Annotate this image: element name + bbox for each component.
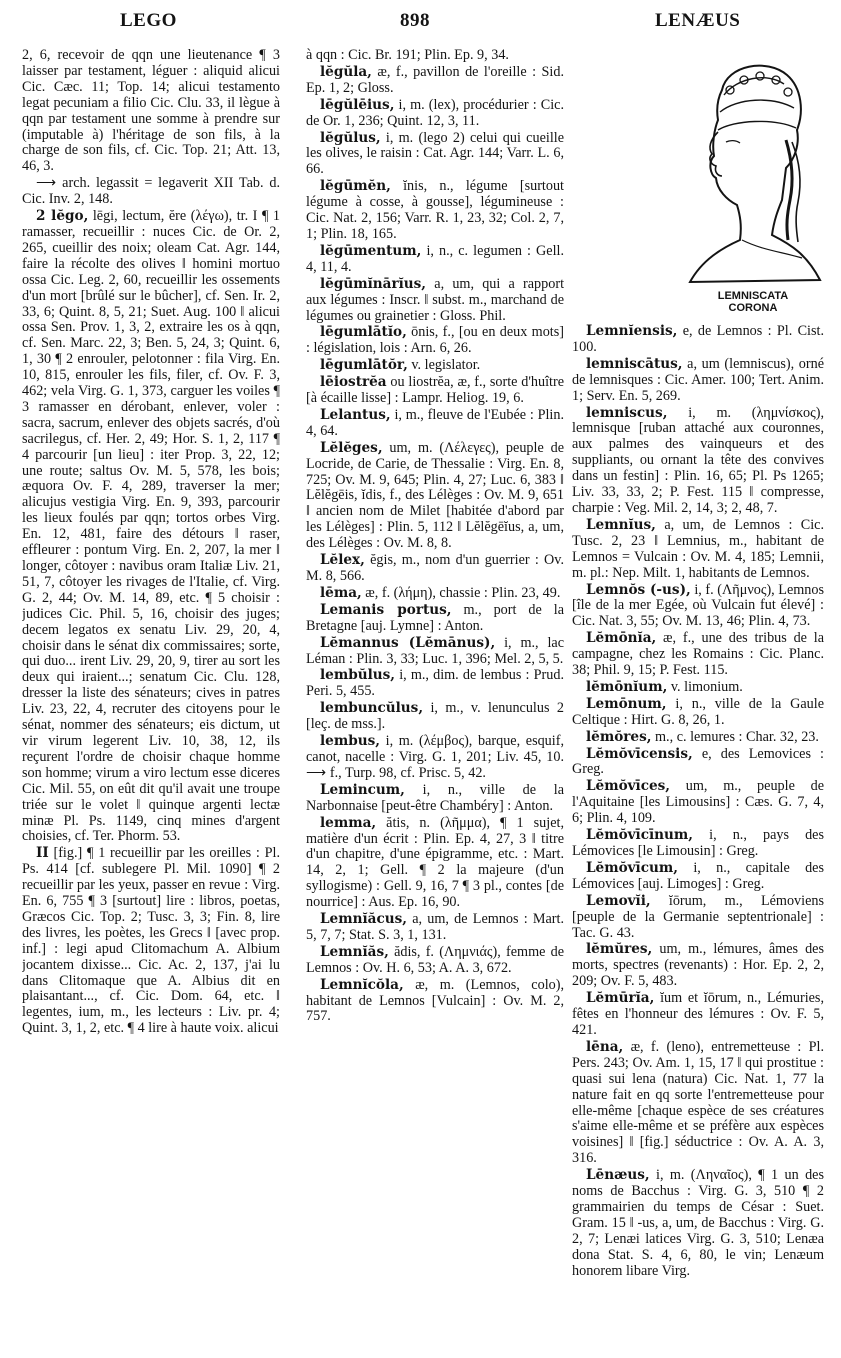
entry-body: ⟶ arch. legassit = legaverit XII Tab. d. Cic. Inv. 2, 148. [22,175,280,208]
entry-headword: lēna, [586,1038,624,1055]
entry-headword: Lĕmūrĭa, [586,990,655,1007]
entry-headword: Lemnĭăs, [320,943,389,960]
entry-headword: Lĕmŏvīcīnum, [586,827,694,844]
dictionary-entry [22,846,280,1037]
illustration-caption-line-2: CORONA [728,302,778,314]
entry-body: ădis, f. (Λημνιάς), femme de Lemnos : Ov. H. 6, 53; A. A. 3, 672. [306,943,564,976]
entry-body: a, um, de Lemnos : Cic. Tusc. 2, 23 ‖ Lemnius, m., habitant de Lemnos = Vulcain : Ov. M. 4, 185; Lemnii, m. pl.: Nep. Milt. 1, habitants de Lemnos. [572,516,824,581]
dictionary-entry [572,942,824,990]
entry-body: ĭōrum, m., Lémoviens [peuple de la Germanie septentrionale] : Tac. G. 43. [572,892,824,941]
entry-headword: lembŭlus, [320,667,396,684]
entry-headword: Lĕlex, [320,552,365,569]
dictionary-entry [306,375,564,407]
entry-headword: Lemnŏs (-us), [586,581,691,598]
entry-body: i, f. (Λῆμνος), Lemnos [île de la mer Egée, où Vulcain fut élevé] : Cic. Nat. 3, 55; Ov. M. 13, 46; Plin. 4, 73. [572,581,824,630]
dictionary-entry [306,48,564,64]
running-head-left: LEGO [120,10,177,31]
dictionary-entry [306,441,564,552]
running-head-right: LENÆUS [655,10,741,31]
illustration-caption-line-1: LEMNISCATA [717,290,789,302]
entry-body: e, de Lemnos : Pl. Cist. 100. [572,323,824,355]
dictionary-entry [306,978,564,1026]
entry-headword: Lĕmŏvīces, [586,778,671,795]
column-2 [306,48,564,1348]
dictionary-entry [306,65,564,97]
entry-headword: lēgumlātĭo, [320,324,407,341]
entry-headword: Lemincum, [320,781,405,798]
page-number: 898 [400,10,430,31]
entry-headword: lembuncŭlus, [320,700,424,717]
entry-body: m., c. lemures : Char. 32, 23. [655,728,819,745]
dictionary-entry [306,131,564,179]
dictionary-entry [306,244,564,276]
entry-body: ou liostrĕa, æ, f., sorte d'huître [à écaille lisse] : Lampr. Heliog. 19, 6. [306,374,564,407]
dictionary-entry [22,209,280,845]
entry-headword: lēma, [320,584,362,601]
dictionary-entry [572,991,824,1039]
entry-headword: lĕgūmĭnārĭus, [320,275,427,292]
entry-headword: 2 lĕgo, [36,208,89,225]
entry-body: i, m., dim. de lembus : Prud. Peri. 5, 455. [306,667,564,700]
dictionary-entry [306,408,564,440]
entry-body: um, m., peuple de l'Aquitaine [les Limousins] : Cæs. G. 7, 4, 6; Plin. 4, 109. [572,778,824,827]
entry-headword: Lemanis portus, [320,601,452,618]
dictionary-entry [22,48,280,175]
entry-body: i, m., lac Léman : Plin. 3, 33; Luc. 1, 396; Mel. 2, 5, 5. [306,634,564,667]
dictionary-entry [306,586,564,602]
entry-headword: lĕmŭres, [586,941,653,958]
entry-body: um, m. (Λέλεγες), peuple de Locride, de Carie, de Thessalie : Virg. En. 8, 725; Ov. M. 9, 645; Plin. 4, 27; Luc. 6, 383 ‖ Lĕlĕgēis, ĭdis, f., des Lélèges : Ov. M. 9, 651 ‖ ancien nom de Milet [habitée d'abord par les Lélèges] : Plin. 5, 112 ‖ Lĕlĕgēĭus, a, um, des Lélèges : Ov. M. 8, 8. [306,439,564,552]
entry-body: v. limonium. [670,678,743,695]
entry-body: ătis, n. (λῆμμα), ¶ 1 sujet, matière d'un écrit : Plin. Ep. 4, 27, 3 ‖ titre d'un chapitre, d'une épigramme, etc. : Mart. 14, 2, 1; Gell. ¶ 2 la majeure (d'un syllogisme) : Gell. 9, 16, 7 ¶ 3 pl., contes [de nourrice] : Aus. Ep. 16, 90. [306,814,564,911]
entry-headword: lĕgūmentum, [320,242,422,259]
entry-body: a, um, qui a rapport aux légumes : Inscr. ‖ subst. m., marchand de légumes ou grainetier : Gloss. Phil. [306,275,564,324]
entry-headword: lēiostrĕa [320,374,387,391]
entry-headword: Lemōnum, [586,695,667,712]
page-header [0,10,841,40]
entry-body: i, n., capitale des Lémovices [auj. Limoges] : Greg. [572,859,824,892]
dictionary-entry [306,636,564,668]
entry-body: v. legislator. [411,357,481,374]
entry-body: i, n., ville de la Gaule Celtique : Hirt. G. 8, 26, 1. [572,695,824,728]
dictionary-entry [572,697,824,729]
entry-headword: Lemnĭcŏla, [320,976,404,993]
entry-body: ĭnis, n., légume [surtout légume à cosse, à gousse], légumineuse : Cic. Nat. 2, 156; Varr. R. 1, 23, 32; Col. 2, 7, 1; Plin. 18, 165. [306,178,564,242]
entry-headword: lĕgŭlus, [320,129,381,146]
entry-body: ĕgis, m., nom d'un guerrier : Ov. M. 8, 566. [306,552,564,584]
column-3 [572,48,824,1348]
entry-headword: lembus, [320,733,380,750]
dictionary-entry [22,176,280,208]
column-1 [22,48,280,1348]
dictionary-entry [572,828,824,860]
entry-headword: lemniscus, [586,404,668,421]
entry-body: i, n., c. legumen : Gell. 4, 11, 4. [306,242,564,275]
dictionary-entry [306,668,564,700]
dictionary-entry [572,518,824,582]
entry-body: æ, f. (λήμη), chassie : Plin. 23, 49. [365,584,561,601]
dictionary-entry [306,553,564,585]
dictionary-entry [572,1168,824,1279]
entry-body: 2, 6, recevoir de qqn une lieutenance ¶ 3 laisser par testament, léguer : aliquid alicui Cic. Cæc. 11; Top. 14; alicui testamento legat pecuniam a filio Cic. Clu. 33, il lègue à qqn par testament une somme à prendre sur (imputable à) l'héritage de son fils, à la charge de son fils, cf. Cic. Top. 21; Att. 13, 46, 3. [22,48,280,175]
entry-body: a, um, de Lemnos : Mart. 5, 7, 7; Stat. S. 3, 1, 131. [306,911,564,943]
entry-headword: lēgumlātŏr, [320,357,408,374]
entry-headword: lēgŭlēius, [320,96,395,113]
dictionary-entry [572,747,824,779]
entry-headword: Lĕmōnĭa, [586,630,657,647]
entry-headword: Lemnĭus, [586,516,656,533]
entry-body: i, m. (Ληναῖος), ¶ 1 un des noms de Bacchus : Virg. G. 3, 510 ¶ 2 grammairien du temps de César : Suet. Gram. 15 ‖ -us, a, um, de Bacchus : Virg. G. 2, 7; Lenæi latices Virg. G. 3, 510; Lenæa dona Stat. S. 4, 6, 80, le vin; Lenæum honorem libare Virg. [572,1167,824,1279]
entry-body: à qqn : Cic. Br. 191; Plin. Ep. 9, 34. [306,48,509,63]
entry-body: e, des Lemovices : Greg. [572,745,824,778]
entry-headword: lemma, [320,814,377,831]
lemniscata-corona-illustration [682,50,824,320]
entry-body: m., port de la Bretagne [auj. Lymne] : Anton. [306,601,564,634]
dictionary-entry [572,583,824,631]
entry-headword: Lĕmŏvīcum, [586,859,678,876]
text-columns [22,48,824,1348]
dictionary-entry [306,603,564,635]
dictionary-entry [306,912,564,944]
entry-body: i, m. (lego 2) celui qui cueille les olives, le raisin : Cat. Agr. 144; Varr. L. 6, 66. [306,129,564,178]
dictionary-entry [572,357,824,405]
entry-body: æ, m. (Lemnos, colo), habitant de Lemnos [Vulcain] : Ov. M. 2, 757. [306,976,564,1025]
entry-body: i, m., v. lenunculus 2 [leç. de mss.]. [306,700,564,733]
entry-headword: Lelantus, [320,406,391,423]
dictionary-entry [306,701,564,733]
dictionary-entry [306,358,564,374]
entry-headword: Lēnæus, [586,1167,650,1184]
entry-headword: Lĕmŏvīcensis, [586,745,693,762]
dictionary-entry [572,1040,824,1167]
entry-body: lēgi, lectum, ĕre (λέγω), tr. I ¶ 1 ramasser, recueillir : nuces Cic. de Or. 2, 265, cueillir des noix; oleam Cat. Agr. 144, faire la récolte des olives ‖ homini mortuo ossa Cic. Leg. 2, 60, recueillir les ossements d'un mort [brûlé sur le bûcher], cf. Sen. Ir. 2, 33, 6; Quint. 8, 5, 21; Suet. Aug. 100 ‖ alicui ossa Sen. Prov. 1, 3, 2, extraire les os à qqn, cf. Sen. Marc. 22, 3; Ben. 5, 24, 3; Quint. 6, 1, 30 ¶ 2 enrouler, pelotonner : fila Virg. En. 10, 815, enrouler les fils, filer, cf. Ov. F. 3, 462; vela Virg. G. 1, 373, carguer les voiles ¶ 3 ramasser en dérobant, enlever, voler : sacra, sacrum, enlever des objets sacrés, d'où sacrilegus, cf. Her. 2, 49; Hor. S. 1, 2, 117 ¶ 4 parcourir [un lieu] : iter Prop. 3, 22, 12; une route; saltus Ov. M. 5, 578, les bois; æquora Ov. F. 4, 289, traverser la mer; alicujus vestigia Virg. En. 9, 393, parcourir les lieux foulés par qqn; tortos orbes Virg. En. 12, 481, faire des détours ‖ raser, effleurer : pontum Virg. En. 2, 207, la mer ‖ longer, côtoyer : navibus oram Italiæ Liv. 21, 51, 7, côtoyer les rivages de l'Italie, cf. Virg. G. 2, 44; Ov. M. 14, 89, etc. ¶ 5 choisir : judices Cic. Phil. 5, 16, choisir des juges; decem legatos ex senatu Liv. 29, 20, 4, choisir dans le sénat dix commissaires; sorte, qui duo... irent Liv. 29, 20, 9, tirer au sort les deux qui iraient...; senatum Cic. Clu. 128, dresser la liste des sénateurs; cives in patres Liv. 23, 22, 4, recruter des citoyens pour le sénat, nommer des sénateurs; eis dictum, ut vir virum legerent Liv. 10, 38, 12, ils reçurent l'ordre de choisir chaque homme son homme; virum a viro lectum esse diceres Cic. Mil. 55, on eût dit qu'il avait une troupe triée sur le volet ‖ quinque argenti lectæ minæ Pl. Ps. 1149, cinq mines d'argent choisies, cf. Ter. Phorm. 53. [22,208,280,845]
entry-headword: Lĕlĕges, [320,439,383,456]
dictionary-entry [306,98,564,130]
roman-head-engraving [682,50,824,290]
entry-headword: Lemnĭensis, [586,323,678,339]
entry-body: i, n., pays des Lémovices [le Limousin] : Greg. [572,827,824,859]
entry-body: æ, f. (leno), entremetteuse : Pl. Pers. 243; Ov. Am. 1, 15, 17 ‖ qui prostitue : quasi sui lena (natura) Cic. Nat. 1, 77 la nature fait en qq sorte l'entremetteuse pour elle-même [chaque espèce de ses créatures s'aime elle-même et se préfère aux espèces voisines] ‖ [fig.] séductrice : Ov. A. A. 3, 316. [572,1038,824,1167]
dictionary-entry [306,816,564,911]
entry-headword: lĕmōnĭum, [586,678,668,695]
dictionary-entry [306,783,564,815]
dictionary-entry [306,325,564,357]
entry-body: ĭum et ĭōrum, n., Lémuries, fêtes en l'honneur des lémures : Ov. F. 5, 421. [572,990,824,1038]
entry-body: i, m., fleuve de l'Eubée : Plin. 4, 64. [306,406,564,439]
dictionary-entry [572,779,824,827]
entry-headword: lemniscātus, [586,355,683,372]
dictionary-entry [306,734,564,782]
entry-headword: Lemnĭăcus, [320,911,407,928]
entry-body: ōnis, f., [ou en deux mots] : législation, lois : Arn. 6, 26. [306,324,564,357]
entry-body: i, m. (λημνίσκος), lemnisque [ruban attaché aux couronnes, aux palmes des vainqueurs et des suppliants, ou ornant la tête des convives dans un festin] : Plin. 16, 65; Pl. Ps 1265; Liv. 33, 33, 2; P. Fest. 115 ‖ compresse, charpie : Veg. Mil. 2, 14, 3; 2, 48, 7. [572,404,824,516]
dictionary-entry [306,179,564,243]
entry-body: i, m. (lex), procédurier : Cic. de Or. 1, 236; Quint. 12, 3, 11. [306,96,564,129]
dictionary-entry [306,945,564,977]
entry-headword: Lemovĭi, [586,892,651,909]
entry-headword: lĕmŏres, [586,728,652,745]
dictionary-entry [572,406,824,517]
dictionary-entry [572,680,824,696]
entry-body: [fig.] ¶ 1 recueillir par les oreilles : Pl. Ps. 414 [cf. sublegere Pl. Mil. 1090] ¶ 2 recueillir par les yeux, passer en revue : Virg. En. 6, 755 ¶ 3 [surtout] lire : libros, poetas, Græcos Cic. Top. 2; Tusc. 3, 3; Fin. 8, lire des livres, les poètes, les Grecs ‖ [avec prop. inf.] : legi apud Clitomachum A. Albium jocantem dixisse... Cic. Ac. 2, 137, j'ai lu dans Clitomaque que A. Albius dit en plaisantant..., cf. Cic. Dom. 64, etc. ‖ legentes, ium, m., les lecteurs : Liv. pr. 4; Quint. 3, 1, 2, etc. ¶ 4 lire à haute voix. alicui [22,845,280,1037]
entry-body: a, um (lemniscus), orné de lemnisques : Cic. Amer. 100; Tert. Anim. 1; Serv. En. 5, 269. [572,355,824,404]
dictionary-entry [572,730,824,746]
entry-headword: Lĕmannus (Lĕmānus), [320,634,496,651]
dictionary-entry [572,861,824,893]
entry-body: um, m., lémures, âmes des morts, spectres (revenants) : Hor. Ep. 2, 2, 209; Ov. F. 5, 483. [572,941,824,990]
entry-headword: lĕgūmĕn, [320,178,391,195]
entry-body: æ, f., une des tribus de la campagne, chez les Romains : Cic. Planc. 38; Phil. 9, 15; P. Fest. 115. [572,630,824,679]
entry-headword: lĕgŭla, [320,63,372,80]
entry-body: i, m. (λέμβος), barque, esquif, canot, nacelle : Virg. G. 1, 201; Liv. 45, 10. ⟶ f., Turp. 98, cf. Prisc. 5, 42. [306,733,564,781]
dictionary-entry [572,894,824,942]
dictionary-entry [306,277,564,325]
entry-body: i, n., ville de la Narbonnaise [peut-être Chambéry] : Anton. [306,781,564,814]
entry-body: æ, f., pavillon de l'oreille : Sid. Ep. 1, 2; Gloss. [306,63,564,96]
entry-headword: II [36,845,49,862]
dictionary-entry [572,631,824,679]
